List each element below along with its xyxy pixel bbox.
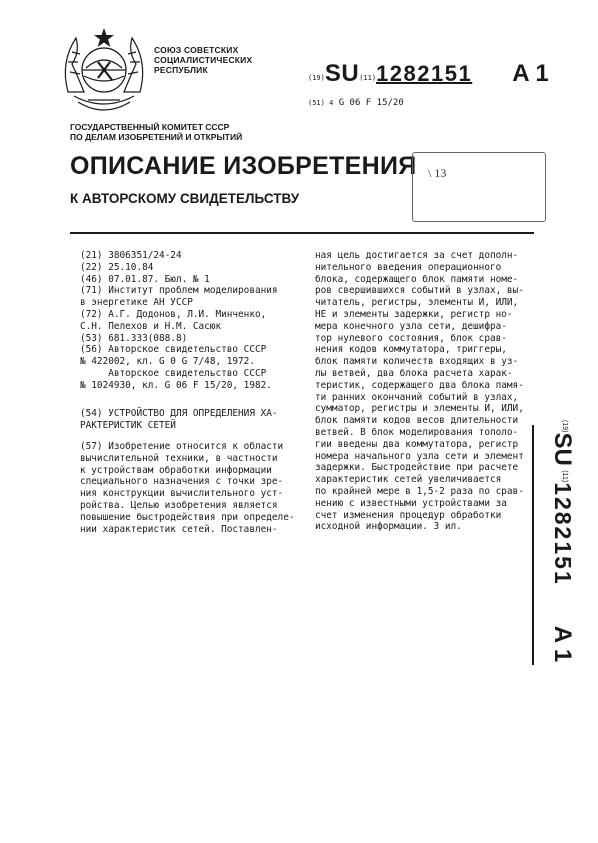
biblio-line: Авторское свидетельство СССР xyxy=(80,367,267,379)
abstract-line: ров свершившихся событий в узлах, вы- xyxy=(315,285,524,297)
code-51: (51) 4 xyxy=(308,99,334,107)
abstract-line: НЕ и элементы задержки, регистр но- xyxy=(315,308,513,320)
side-kind-code: A 1 xyxy=(549,625,576,663)
document-subtitle: К АВТОРСКОМУ СВИДЕТЕЛЬСТВУ xyxy=(70,191,300,206)
code-11: (11) xyxy=(359,74,377,82)
abstract-line: специального назначения с точки зре- xyxy=(80,476,284,488)
stamp-mark: \ 13 xyxy=(428,166,447,180)
abstract-line: нии характеристик сетей. Поставлен- xyxy=(80,523,278,535)
committee-line: ПО ДЕЛАМ ИЗОБРЕТЕНИЙ И ОТКРЫТИЙ xyxy=(70,132,243,142)
abstract-line: номера начального узла сети и элемент xyxy=(315,450,524,462)
side-code-19: (19) xyxy=(561,420,568,433)
classification xyxy=(308,98,404,108)
country-name xyxy=(154,45,252,75)
abstract-line: гии введены два коммутатора, регистр xyxy=(315,438,519,450)
abstract-line: блок памяти кодов весов длительности xyxy=(315,415,519,427)
side-divider xyxy=(532,425,534,665)
abstract-line: счет изменения процедур обработки xyxy=(315,509,502,521)
abstract-line: характеристик сетей увеличивается xyxy=(315,474,502,486)
country-name-line: СОЮЗ СОВЕТСКИХ xyxy=(154,45,239,55)
ussr-emblem-icon xyxy=(58,22,150,120)
abstract-line: нению с известными устройствами за xyxy=(315,497,507,509)
side-code-11: (11) xyxy=(561,470,568,483)
abstract-line: задержки. Быстродействие при расчете xyxy=(315,462,519,474)
abstract-line: нительного введения операционного xyxy=(315,261,502,273)
kind-code: A 1 xyxy=(512,60,549,87)
abstract-line: ная цель достигается за счет дополн- xyxy=(315,250,519,261)
abstract-line: (57) Изобретение относится к области xyxy=(80,441,284,452)
abstract-line: нения кодов коммутатора, триггеры, xyxy=(315,344,507,356)
country-name-line: СОЦИАЛИСТИЧЕСКИХ xyxy=(154,55,253,65)
side-patent-number-value: 1282151 xyxy=(550,482,576,586)
abstract-line: ти ранних окончаний событий в узлах, xyxy=(315,391,519,403)
biblio-line: (46) 07.01.87. Бюл. № 1 xyxy=(80,273,210,285)
divider xyxy=(70,232,534,234)
biblio-line: (21) 3806351/24-24 xyxy=(80,250,182,261)
patent-header xyxy=(308,60,549,88)
biblio-line: № 1024930, кл. G 06 F 15/20, 1982. xyxy=(80,379,272,391)
abstract-line: блок памяти количеств входящих в уз- xyxy=(315,356,519,368)
abstract-line: ветвей. В блок моделирования тополо- xyxy=(315,426,519,438)
abstract-line: тор нулевого состояния, блок срав- xyxy=(315,332,507,344)
abstract-line: к устройствам обработки информации xyxy=(80,464,272,476)
abstract-line: мера конечного узла сети, дешифра- xyxy=(315,320,507,332)
abstract-left xyxy=(80,441,294,535)
document-title: ОПИСАНИЕ ИЗОБРЕТЕНИЯ xyxy=(70,152,417,180)
committee-line: ГОСУДАРСТВЕННЫЙ КОМИТЕТ СССР xyxy=(70,122,230,132)
library-stamp xyxy=(412,152,546,222)
committee xyxy=(70,122,242,142)
invention-title-line: РАКТЕРИСТИК СЕТЕЙ xyxy=(80,419,176,431)
biblio-line: (53) 681.333(088.8) xyxy=(80,332,188,344)
abstract-line: вычислительной техники, в частности xyxy=(80,452,278,464)
biblio-line: № 422002, кл. G 0 G 7/48, 1972. xyxy=(80,356,255,368)
abstract-right xyxy=(315,250,524,533)
invention-title xyxy=(80,408,278,432)
patent-number: 1282151 xyxy=(376,61,473,86)
biblio-line: (71) Институт проблем моделирования xyxy=(80,285,278,297)
invention-title-line: (54) УСТРОЙСТВО ДЛЯ ОПРЕДЕЛЕНИЯ ХА- xyxy=(80,408,278,419)
country-code: SU xyxy=(324,60,360,87)
side-country-code: SU xyxy=(549,432,576,466)
code-19: (19) xyxy=(308,74,325,82)
biblio-line: (56) Авторское свидетельство СССР xyxy=(80,344,267,356)
biblio-line: (22) 25.10.84 xyxy=(80,261,154,273)
abstract-line: по крайней мере в 1,5-2 раза по срав- xyxy=(315,485,524,497)
classification-value: G 06 F 15/20 xyxy=(338,98,404,108)
abstract-line: исходной информации. 3 ил. xyxy=(315,521,462,533)
biblio-line: (72) А.Г. Додонов, Л.И. Минченко, xyxy=(80,308,267,320)
country-name-line: РЕСПУБЛИК xyxy=(154,65,208,75)
bibliographic-data xyxy=(80,250,278,392)
abstract-line: читатель, регистры, элементы И, ИЛИ, xyxy=(315,297,519,309)
abstract-line: ройства. Целью изобретения является xyxy=(80,499,278,511)
abstract-line: повышение быстродействия при определе- xyxy=(80,511,295,523)
abstract-line: сумматор, регистры и элементы И, ИЛИ, xyxy=(315,403,524,415)
side-patent-number xyxy=(536,420,576,670)
abstract-line: теристик, содержащего два блока памя- xyxy=(315,379,524,391)
biblio-line: в энергетике АН УССР xyxy=(80,297,193,309)
abstract-line: лы ветвей, два блока расчета харак- xyxy=(315,367,513,379)
abstract-line: ния конструкции вычислительного уст- xyxy=(80,488,284,500)
biblio-line: С.Н. Пелехов и Н.М. Сасюк xyxy=(80,320,222,332)
abstract-line: блока, содержащего блок памяти номе- xyxy=(315,273,519,285)
